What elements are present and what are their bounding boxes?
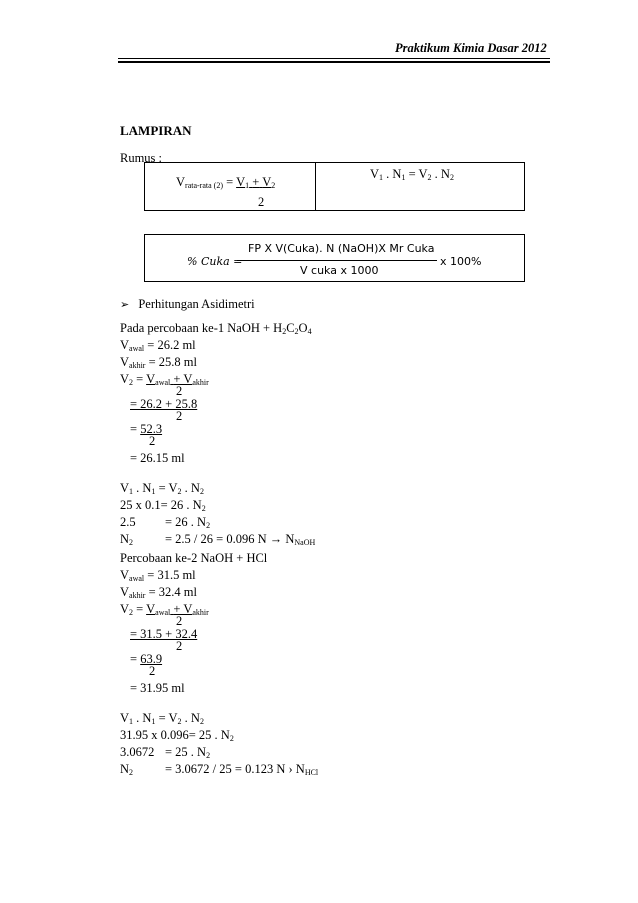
trial1-n-step1: 25 x 0.1= 26 . $N_2$ xyxy=(120,498,206,513)
trial1-n-result: = 2.5 / 26 = 0.096 $N \to N_{NaOH}$ xyxy=(165,532,316,547)
trial1-den3: 2 xyxy=(149,434,156,448)
dilution-formula: $V_1$ . $N_1 = V_2$ . $N_2$ xyxy=(370,167,454,182)
trial1-title: Pada percobaan ke-1 NaOH + $H_2C_2O_4$ xyxy=(120,321,312,336)
formula-table-divider xyxy=(315,162,316,211)
rumus-label: Rumus : xyxy=(120,151,163,165)
trial2-vakhir: $V_{akhir} = 32.4$ ml xyxy=(120,585,197,600)
trial2-title: Percobaan ke-2 NaOH + HCl xyxy=(120,551,268,565)
trial1-step2: = 26.2 + 25.8 xyxy=(130,397,198,411)
cuka-formula-denominator: V cuka x 1000 xyxy=(300,264,379,277)
trial2-n-step1: 31.95 x 0.096= 25 . $N_2$ xyxy=(120,728,234,743)
section-title: LAMPIRAN xyxy=(120,123,192,138)
trial1-den2: 2 xyxy=(176,409,183,423)
greater-than-icon: › xyxy=(288,762,293,776)
trial2-n-result: = 3.0672 / 25 = 0.123 N › $N_{HCl}$ xyxy=(165,762,319,777)
trial1-n-formula: $V_1$ . $N_1 = V_2$ . $N_2$ xyxy=(120,481,204,496)
cuka-formula-lhs: % Cuka = xyxy=(187,255,243,268)
arrowhead-bullet-icon: ➢ xyxy=(120,298,130,311)
trial2-n-step2: 3.0672 xyxy=(120,745,155,759)
trial2-n-formula: $V_1$ . $N_1 = V_2$ . $N_2$ xyxy=(120,711,204,726)
header-rule-thin xyxy=(118,58,550,59)
trial1-v2-formula: $V_2 = V_{awal} + V_{akhir}$ xyxy=(120,372,209,387)
right-arrow-icon: → xyxy=(269,532,283,546)
trial2-den1: 2 xyxy=(176,614,183,628)
trial1-vawal: $V_{awal} = 26.2$ ml xyxy=(120,338,196,353)
trial2-v2-formula: $V_2 = V_{awal} + V_{akhir}$ xyxy=(120,602,209,617)
cuka-fraction-line xyxy=(237,260,437,261)
bullet-item: ➢ Perhitungan Asidimetri xyxy=(120,297,255,311)
trial1-n-step2: 2.5 xyxy=(120,515,136,529)
trial1-n-label: $N_2$ xyxy=(120,532,134,547)
page-header-title: Praktikum Kimia Dasar 2012 xyxy=(395,41,547,55)
trial1-den1: 2 xyxy=(176,384,183,398)
average-volume-formula: $V_{rata-rata (2)} = V_1 + V_2$ xyxy=(176,175,276,190)
trial1-result: = 26.15 ml xyxy=(130,451,185,465)
trial2-den3: 2 xyxy=(149,664,156,678)
average-volume-denominator: 2 xyxy=(258,195,265,209)
cuka-formula-tail: x 100% xyxy=(440,255,482,268)
trial2-n-label: $N_2$ xyxy=(120,762,134,777)
trial2-den2: 2 xyxy=(176,639,183,653)
trial2-result: = 31.95 ml xyxy=(130,681,185,695)
trial1-step3: = 52.3 xyxy=(130,422,163,436)
trial2-n-step2b: = 25 . $N_2$ xyxy=(165,745,211,760)
trial2-step2: = 31.5 + 32.4 xyxy=(130,627,198,641)
trial1-n-step2b: = 26 . $N_2$ xyxy=(165,515,211,530)
cuka-formula-numerator: FP X V(Cuka). N (NaOH)X Mr Cuka xyxy=(248,242,435,255)
trial1-vakhir: $V_{akhir} = 25.8$ ml xyxy=(120,355,197,370)
trial2-vawal: $V_{awal} = 31.5$ ml xyxy=(120,568,196,583)
header-rule-thick xyxy=(118,61,550,63)
trial2-step3: = 63.9 xyxy=(130,652,163,666)
